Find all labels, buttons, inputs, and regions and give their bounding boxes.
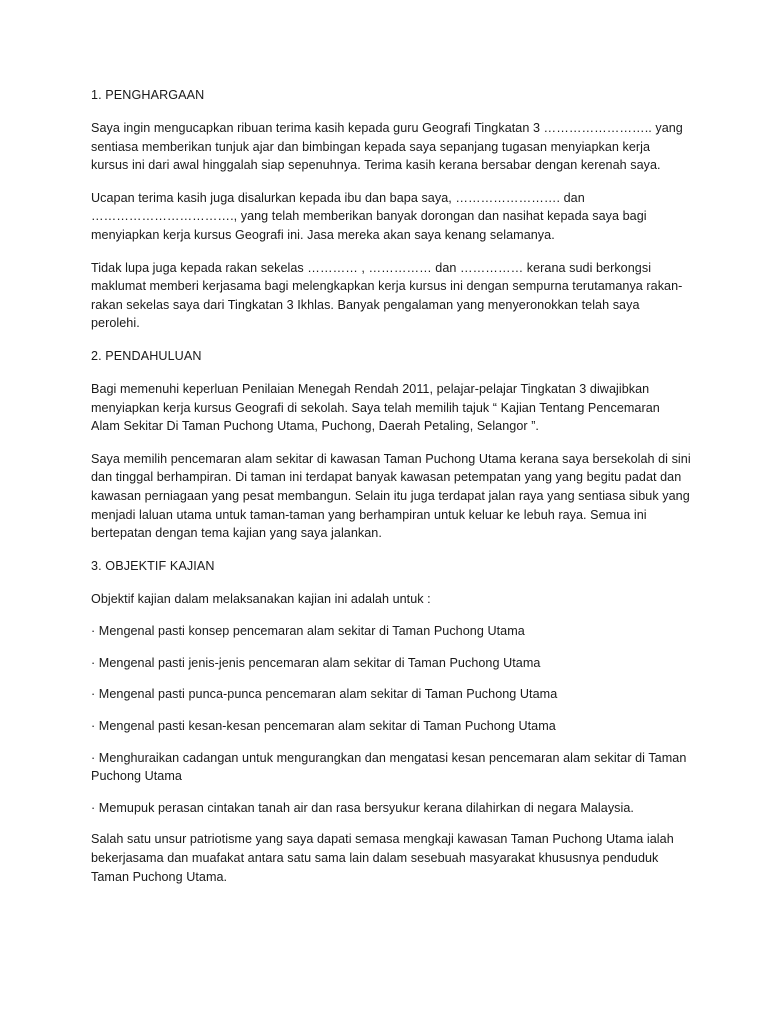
section-penghargaan (91, 86, 691, 333)
paragraph-penghargaan-1: Saya ingin mengucapkan ribuan terima kasih kepada guru Geografi Tingkatan 3 …………………….. yang sentiasa memberikan tunjuk ajar dan bimbingan kepada saya sepanjang tugasan menyiapkan kerja kursus ini dari awal hinggalah siap sepenuhnya. Terima kasih kerana bersabar dengan kerenah saya. (91, 121, 683, 173)
objektif-bullet-1: · Mengenal pasti konsep pencemaran alam sekitar di Taman Puchong Utama (91, 624, 525, 639)
section-heading-objektif-kajian: 3. OBJEKTIF KAJIAN (91, 558, 215, 573)
objektif-bullet-2: · Mengenal pasti jenis-jenis pencemaran alam sekitar di Taman Puchong Utama (91, 655, 541, 670)
paragraph-pendahuluan-2: Saya memilih pencemaran alam sekitar di kawasan Taman Puchong Utama kerana saya bersekolah di sini dan tinggal berhampiran. Di taman ini terdapat banyak kawasan petempatan yang yang begitu padat dan kawasan perniagaan yang pesat membangun. Selain itu juga terdapat jalan raya yang sentiasa sibuk yang menjadi laluan utama untuk taman-taman yang berhampiran untuk keluar ke lebuh raya. Semua ini bertepatan dengan tema kajian yang saya jalankan. (91, 451, 691, 541)
paragraph-pendahuluan-1: Bagi memenuhi keperluan Penilaian Menegah Rendah 2011, pelajar-pelajar Tingkatan 3 diwajibkan menyiapkan kerja kursus Geografi di sekolah. Saya telah memilih tajuk “ Kajian Tentang Pencemaran Alam Sekitar Di Taman Puchong Utama, Puchong, Daerah Petaling, Selangor ”. (91, 381, 660, 434)
objektif-closing: Salah satu unsur patriotisme yang saya dapati semasa mengkaji kawasan Taman Puchong Utama ialah bekerjasama dan muafakat antara satu sama lain dalam sesebuah masyarakat khususnya penduduk Taman Puchong Utama. (91, 832, 674, 884)
objektif-bullet-6: · Memupuk perasan cintakan tanah air dan rasa bersyukur kerana dilahirkan di negara Malaysia. (91, 800, 634, 815)
section-objektif-kajian (91, 557, 691, 887)
objektif-bullet-5: · Menghuraikan cadangan untuk mengurangkan dan mengatasi kesan pencemaran alam sekitar di Taman Puchong Utama (91, 750, 687, 784)
document-page (91, 86, 691, 900)
paragraph-penghargaan-3: Tidak lupa juga kepada rakan sekelas ………… , …………… dan …………… kerana sudi berkongsi maklumat memberi kerjasama bagi melengkapkan kerja kursus ini dengan sempurna terutamanya rakan-rakan sekelas saya dari Tingkatan 3 Ikhlas. Banyak pengalaman yang menyeronokkan telah saya perolehi. (91, 260, 683, 331)
section-pendahuluan (91, 347, 691, 543)
section-heading-pendahuluan: 2. PENDAHULUAN (91, 348, 202, 363)
objektif-intro: Objektif kajian dalam melaksanakan kajian ini adalah untuk : (91, 591, 431, 606)
objektif-bullet-4: · Mengenal pasti kesan-kesan pencemaran alam sekitar di Taman Puchong Utama (91, 719, 556, 734)
section-heading-penghargaan: 1. PENGHARGAAN (91, 88, 205, 102)
objektif-bullet-3: · Mengenal pasti punca-punca pencemaran alam sekitar di Taman Puchong Utama (91, 687, 558, 702)
paragraph-penghargaan-2: Ucapan terima kasih juga disalurkan kepada ibu dan bapa saya, ……………………. dan ……………………………., yang telah memberikan banyak dorongan dan nasihat kepada saya bagi menyiapkan kerja kursus Geografi ini. Jasa mereka akan saya kenang selamanya. (91, 190, 647, 242)
